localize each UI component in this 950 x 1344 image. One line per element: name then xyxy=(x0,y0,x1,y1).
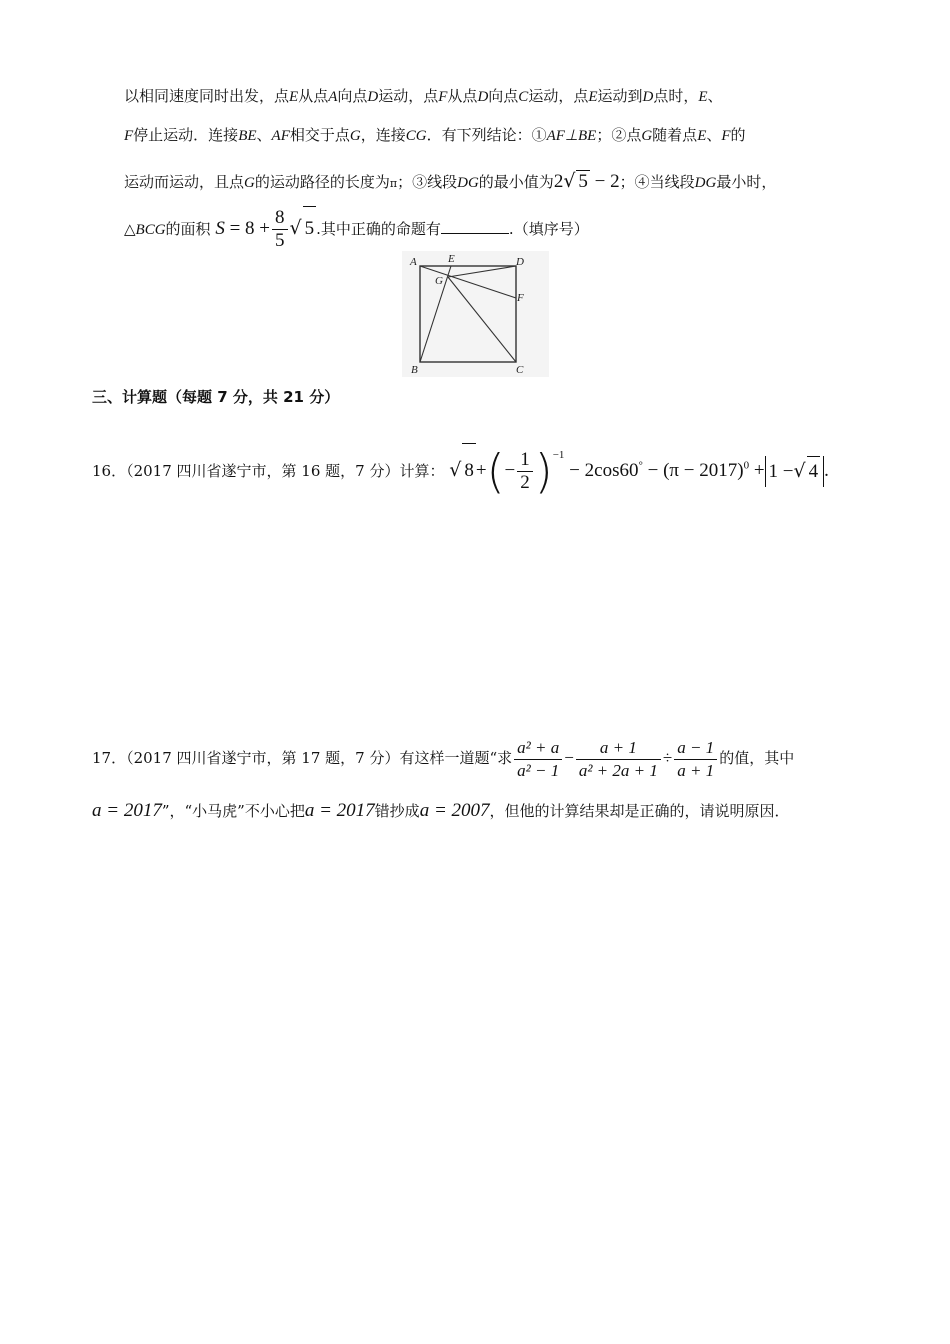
text: ；④当线段 xyxy=(619,173,695,191)
q17-suffix: 的值，其中 xyxy=(719,749,795,767)
var-e: E xyxy=(697,128,707,144)
text: 从点 xyxy=(447,87,478,105)
var-d: D xyxy=(642,89,654,105)
text: ；②点 xyxy=(596,126,642,144)
text: 的面积 xyxy=(165,220,211,238)
text: 运动到 xyxy=(597,87,643,105)
numerator: 8 xyxy=(272,207,288,230)
value-a: a = 2017 xyxy=(304,800,375,821)
var-bcg: BCG xyxy=(135,222,166,238)
text: 、 xyxy=(256,126,272,144)
area-expr xyxy=(215,207,316,252)
minus: − xyxy=(564,748,574,767)
radical-sign: √ xyxy=(563,170,576,192)
text: ，连接 xyxy=(360,126,406,144)
numerator: a − 1 xyxy=(674,737,717,760)
numerator: a + 1 xyxy=(576,737,661,760)
question-17-line-1 xyxy=(92,733,794,783)
right-paren: ) xyxy=(534,444,553,499)
coef: 2 xyxy=(553,171,564,192)
plus: + xyxy=(753,460,765,481)
numerator: a² + a xyxy=(514,737,562,760)
text: ；③线段 xyxy=(397,173,458,191)
exponent: −1 xyxy=(552,449,565,461)
text: .（填序号） xyxy=(508,220,589,238)
var-dg: DG xyxy=(457,175,479,191)
q16-expression xyxy=(449,444,829,499)
denominator: a² + 2a + 1 xyxy=(578,760,658,780)
var-g: G xyxy=(641,128,653,144)
text: 错抄成 xyxy=(374,802,420,820)
absolute-value xyxy=(765,456,825,487)
var-g: G xyxy=(349,128,361,144)
cos-term: − 2cos60 xyxy=(569,460,639,481)
denominator: a + 1 xyxy=(677,760,715,780)
var-d: D xyxy=(477,89,489,105)
text: 运动，点 xyxy=(528,87,589,105)
var-f: F xyxy=(721,128,731,144)
var-a: A xyxy=(328,89,338,105)
minus: − xyxy=(504,460,516,481)
period: . xyxy=(824,460,829,481)
degree: ° xyxy=(638,459,643,472)
q15-line-3 xyxy=(124,170,776,195)
label-b: B xyxy=(411,364,418,376)
text: 相交于点 xyxy=(289,126,350,144)
text: 、 xyxy=(707,87,723,105)
numerator: 1 xyxy=(517,449,533,472)
section-title: 三、计算题（每题 7 分，共 21 分） xyxy=(92,388,340,406)
q15-line-1 xyxy=(124,85,723,108)
text: 随着点 xyxy=(652,126,698,144)
pi-symbol: π xyxy=(389,177,398,190)
fraction xyxy=(517,449,533,494)
exponent-zero: 0 xyxy=(743,459,750,472)
text: ．有下列结论：① xyxy=(426,126,547,144)
text: 最小时， xyxy=(716,173,777,191)
var-e: E xyxy=(289,89,299,105)
label-f: F xyxy=(517,292,524,304)
denominator: 5 xyxy=(275,230,285,252)
radical-sign: √ xyxy=(289,217,302,239)
text: 的运动路径的长度为 xyxy=(254,173,390,191)
radicand: 5 xyxy=(303,206,317,251)
var-f: F xyxy=(124,128,134,144)
radical-sign: √ xyxy=(793,460,806,483)
var-af: AF xyxy=(271,128,290,144)
text: 以相同速度同时出发，点 xyxy=(124,87,290,105)
var-e: E xyxy=(698,89,708,105)
denominator: 2 xyxy=(520,472,530,494)
text: 的 xyxy=(730,126,746,144)
text: ，但他的计算结果却是正确的，请说明原因． xyxy=(489,802,790,820)
value-a-wrong: a = 2007 xyxy=(419,800,490,821)
text: 运动，点 xyxy=(378,87,439,105)
question-17-line-2 xyxy=(92,800,790,822)
text: 向点 xyxy=(488,87,519,105)
value-a: a = 2017 xyxy=(92,800,162,821)
var-af-perp-be: AF⊥BE xyxy=(546,128,597,144)
var-dg: DG xyxy=(694,175,717,191)
text: 点时， xyxy=(653,87,699,105)
fraction-1 xyxy=(514,737,562,782)
label-d: D xyxy=(516,256,524,268)
left-paren: ( xyxy=(486,444,505,499)
radicand: 8 xyxy=(462,443,476,498)
fraction xyxy=(272,207,288,252)
text: .其中正确的命题有 xyxy=(316,220,441,238)
q15-line-4 xyxy=(124,206,589,252)
text: 向点 xyxy=(337,87,368,105)
question-16 xyxy=(92,428,829,498)
text: 、 xyxy=(706,126,722,144)
q17-expression xyxy=(512,737,719,780)
radical-sign: √ xyxy=(449,459,462,481)
term: − 2 xyxy=(594,171,620,192)
square-diagram xyxy=(402,251,549,377)
var-cg: CG xyxy=(405,128,427,144)
triangle-symbol: △ xyxy=(124,220,136,238)
label-g: G xyxy=(435,275,443,287)
radicand: 5 xyxy=(578,171,588,192)
var-g: G xyxy=(244,175,255,191)
answer-blank[interactable] xyxy=(441,219,509,234)
fraction-2 xyxy=(576,737,661,782)
segment-cg xyxy=(448,277,516,362)
q17-prefix: 17．（2017 四川省遂宁市，第 17 题，7 分）有这样一道题“求 xyxy=(92,749,513,767)
divide: ÷ xyxy=(662,748,673,767)
segment-dg xyxy=(448,266,516,277)
q16-prefix: 16．（2017 四川省遂宁市，第 16 题，7 分）计算： xyxy=(92,462,445,480)
var-s: S xyxy=(215,218,225,239)
q15-line-2 xyxy=(124,124,746,147)
label-a: A xyxy=(410,256,417,268)
pi-term: − (π − 2017) xyxy=(647,460,744,481)
text: 从点 xyxy=(298,87,329,105)
text: 停止运动．连接 xyxy=(133,126,239,144)
text: 运动而运动，且点 xyxy=(124,173,245,191)
var-be: BE xyxy=(238,128,257,144)
var-f: F xyxy=(438,89,448,105)
min-value-expr xyxy=(554,171,620,192)
term: 1 − xyxy=(768,461,794,483)
geometry-figure xyxy=(402,251,549,377)
label-e: E xyxy=(448,253,455,265)
fraction-3 xyxy=(674,737,717,782)
text: ”，“小马虎”不小心把 xyxy=(161,802,305,820)
var-c: C xyxy=(518,89,529,105)
label-c: C xyxy=(516,364,524,376)
denominator: a² − 1 xyxy=(517,760,560,780)
plus: + xyxy=(475,460,487,481)
var-d: D xyxy=(367,89,379,105)
equals-term: = 8 + xyxy=(229,218,271,239)
var-e: E xyxy=(588,89,598,105)
radicand: 4 xyxy=(807,456,821,487)
text: 的最小值为 xyxy=(478,173,554,191)
